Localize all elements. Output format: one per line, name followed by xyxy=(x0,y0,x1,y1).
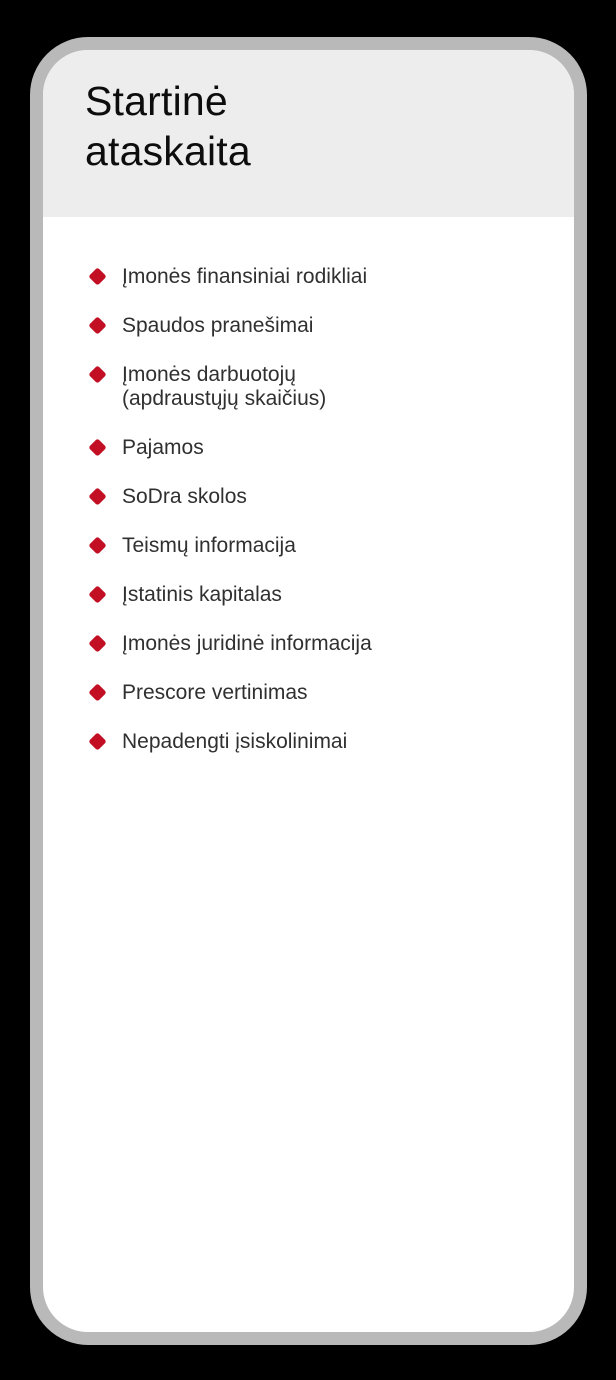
list-item-text xyxy=(122,583,282,607)
item-label: Teismų informacija xyxy=(122,534,296,557)
list-item xyxy=(91,534,546,558)
diamond-bullet-icon xyxy=(88,683,106,701)
diamond-bullet-icon xyxy=(88,267,106,285)
item-label: Nepadengti įsiskolinimai xyxy=(122,730,348,753)
diamond-bullet-icon xyxy=(88,536,106,554)
list-item xyxy=(91,583,546,607)
item-label: Pajamos xyxy=(122,436,204,459)
list-item-text xyxy=(122,730,347,754)
diamond-bullet-icon xyxy=(88,316,106,334)
list-item xyxy=(91,485,546,509)
diamond-bullet-icon xyxy=(88,732,106,750)
diamond-bullet-icon xyxy=(88,365,106,383)
diamond-bullet-icon xyxy=(88,438,106,456)
item-label: Spaudos pranešimai xyxy=(122,314,314,337)
report-title: Startinė ataskaita xyxy=(85,78,251,174)
list-item xyxy=(91,730,546,754)
report-card-body xyxy=(43,217,574,754)
item-label: Prescore vertinimas xyxy=(122,681,308,704)
list-item xyxy=(91,681,546,705)
list-item xyxy=(91,265,546,289)
list-item xyxy=(91,314,546,338)
list-item-text xyxy=(122,534,296,558)
item-label: Įmonės juridinė informacija xyxy=(122,632,372,655)
list-item-text xyxy=(122,681,308,705)
item-label: Įmonės darbuotojų xyxy=(122,363,296,386)
report-items-list xyxy=(91,265,546,754)
list-item xyxy=(91,436,546,460)
diamond-bullet-icon xyxy=(88,585,106,603)
item-label: Įmonės finansiniai rodikliai xyxy=(122,265,368,288)
list-item-text xyxy=(122,436,204,460)
list-item xyxy=(91,632,546,656)
list-item-text xyxy=(122,314,313,338)
list-item-text xyxy=(122,485,247,509)
item-sublabel: (apdraustųjų skaičius) xyxy=(122,387,327,410)
list-item-text xyxy=(122,632,372,656)
report-card-header xyxy=(43,50,574,217)
report-card xyxy=(30,37,587,1345)
list-item xyxy=(91,363,546,411)
list-item-text xyxy=(122,265,367,289)
diamond-bullet-icon xyxy=(88,634,106,652)
diamond-bullet-icon xyxy=(88,487,106,505)
item-label: Įstatinis kapitalas xyxy=(122,583,282,606)
item-label: SoDra skolos xyxy=(122,485,247,508)
list-item-text xyxy=(122,363,326,411)
